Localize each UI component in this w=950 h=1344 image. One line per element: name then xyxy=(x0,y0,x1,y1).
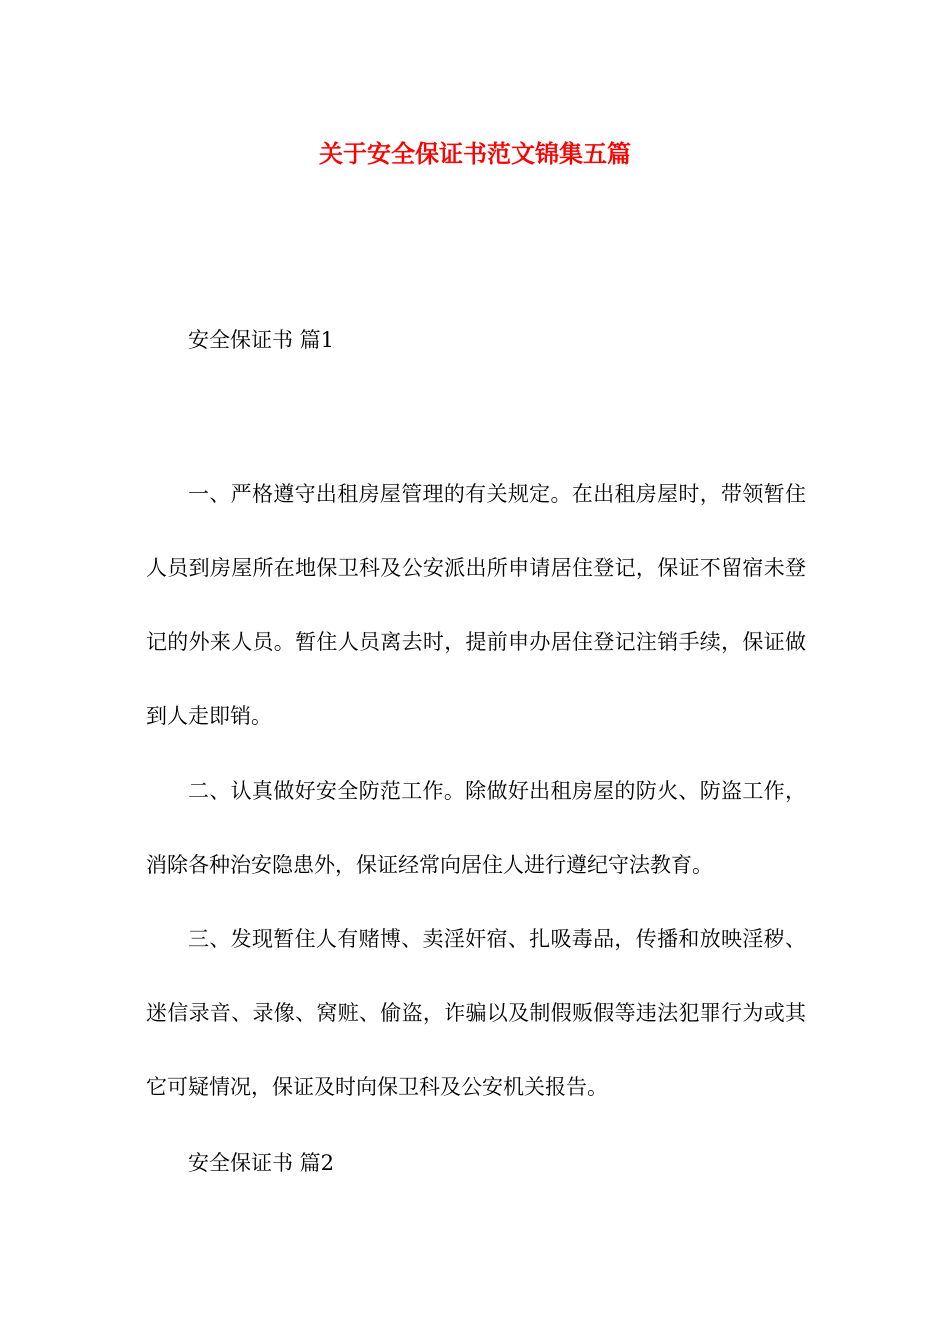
section-heading-2: 安全保证书 篇2 xyxy=(188,1151,335,1175)
paragraph-2: 二、认真做好安全防范工作。除做好出租房屋的防火、防盗工作，消除各种治安隐患外，保证经常向居住人进行遵纪守法教育。 xyxy=(146,779,806,877)
paragraph-1: 一、严格遵守出租房屋管理的有关规定。在出租房屋时，带领暂住人员到房屋所在地保卫科及公安派出所申请居住登记，保证不留宿未登记的外来人员。暂住人员离去时，提前申办居住登记注销手续，保证做到人走即销。 xyxy=(146,482,806,728)
document-title: 关于安全保证书范文锦集五篇 xyxy=(319,139,631,168)
section-heading-1: 安全保证书 篇1 xyxy=(188,328,335,352)
paragraph-3: 三、发现暂住人有赌博、卖淫奸宿、扎吸毒品，传播和放映淫秽、迷信录音、录像、窝赃、偷盗，诈骗以及制假贩假等违法犯罪行为或其它可疑情况，保证及时向保卫科及公安机关报告。 xyxy=(146,927,806,1099)
